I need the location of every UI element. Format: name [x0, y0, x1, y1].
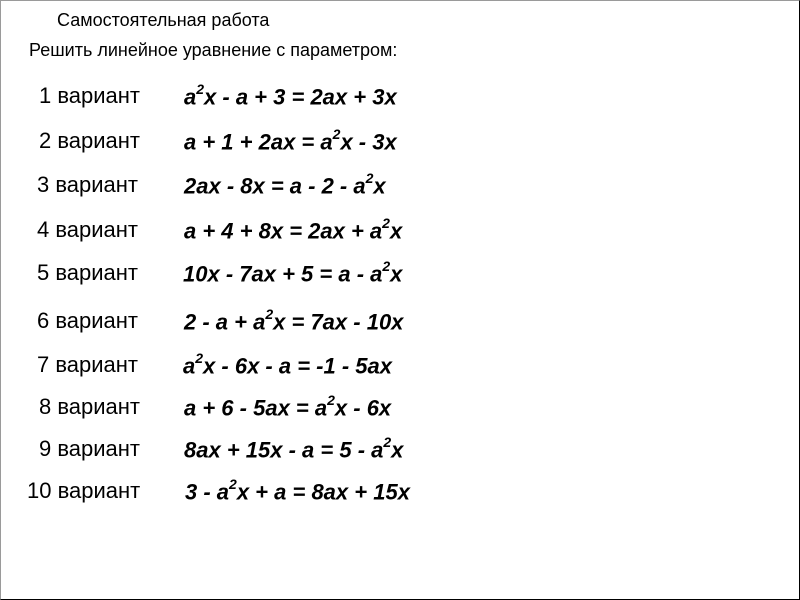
variant-row [1, 436, 781, 466]
variant-equation: $10x - 7ax + 5 = a - a^2x$ [183, 258, 403, 287]
variant-label: 10 вариант [27, 478, 141, 503]
variant-equation: $2 - a + a^2x = 7ax - 10x$ [184, 306, 404, 335]
variant-equation: $2ax - 8x = a - 2 - a^2x$ [184, 170, 386, 199]
variant-label: 5 вариант [37, 260, 139, 285]
variant-equation: $a + 1 + 2ax = a^2x - 3x$ [184, 126, 397, 155]
variant-label: 9 вариант [39, 436, 141, 461]
variant-row [1, 217, 781, 247]
page-title: Самостоятельная работа [57, 10, 270, 30]
variant-label: 6 вариант [37, 308, 139, 333]
variant-label: 4 вариант [37, 217, 139, 242]
variant-equation: $a + 4 + 8x = 2ax + a^2x$ [184, 215, 403, 244]
variant-equation: $a + 6 - 5ax = a^2x - 6x$ [184, 392, 392, 421]
variant-row [1, 128, 781, 158]
variant-equation: $a^2x - 6x - a = -1 - 5ax$ [183, 350, 392, 379]
variant-equation: $8ax + 15x - a = 5 - a^2x$ [184, 434, 404, 463]
variant-row [1, 478, 781, 508]
variant-row [1, 308, 781, 338]
variant-row [1, 83, 781, 113]
variant-label: 7 вариант [37, 352, 139, 377]
variant-label: 3 вариант [37, 172, 139, 197]
variant-row [1, 352, 781, 382]
variant-row [1, 260, 781, 290]
variant-equation: $a^2x - a + 3 = 2ax + 3x$ [184, 81, 397, 110]
variant-row [1, 394, 781, 424]
variant-equation: $3 - a^2x + a = 8ax + 15x$ [185, 476, 410, 505]
variant-label: 8 вариант [39, 394, 141, 419]
variant-label: 2 вариант [39, 128, 141, 153]
variant-label: 1 вариант [39, 83, 141, 108]
task-subtitle: Решить линейное уравнение с параметром: [29, 40, 398, 60]
variant-row [1, 172, 781, 202]
